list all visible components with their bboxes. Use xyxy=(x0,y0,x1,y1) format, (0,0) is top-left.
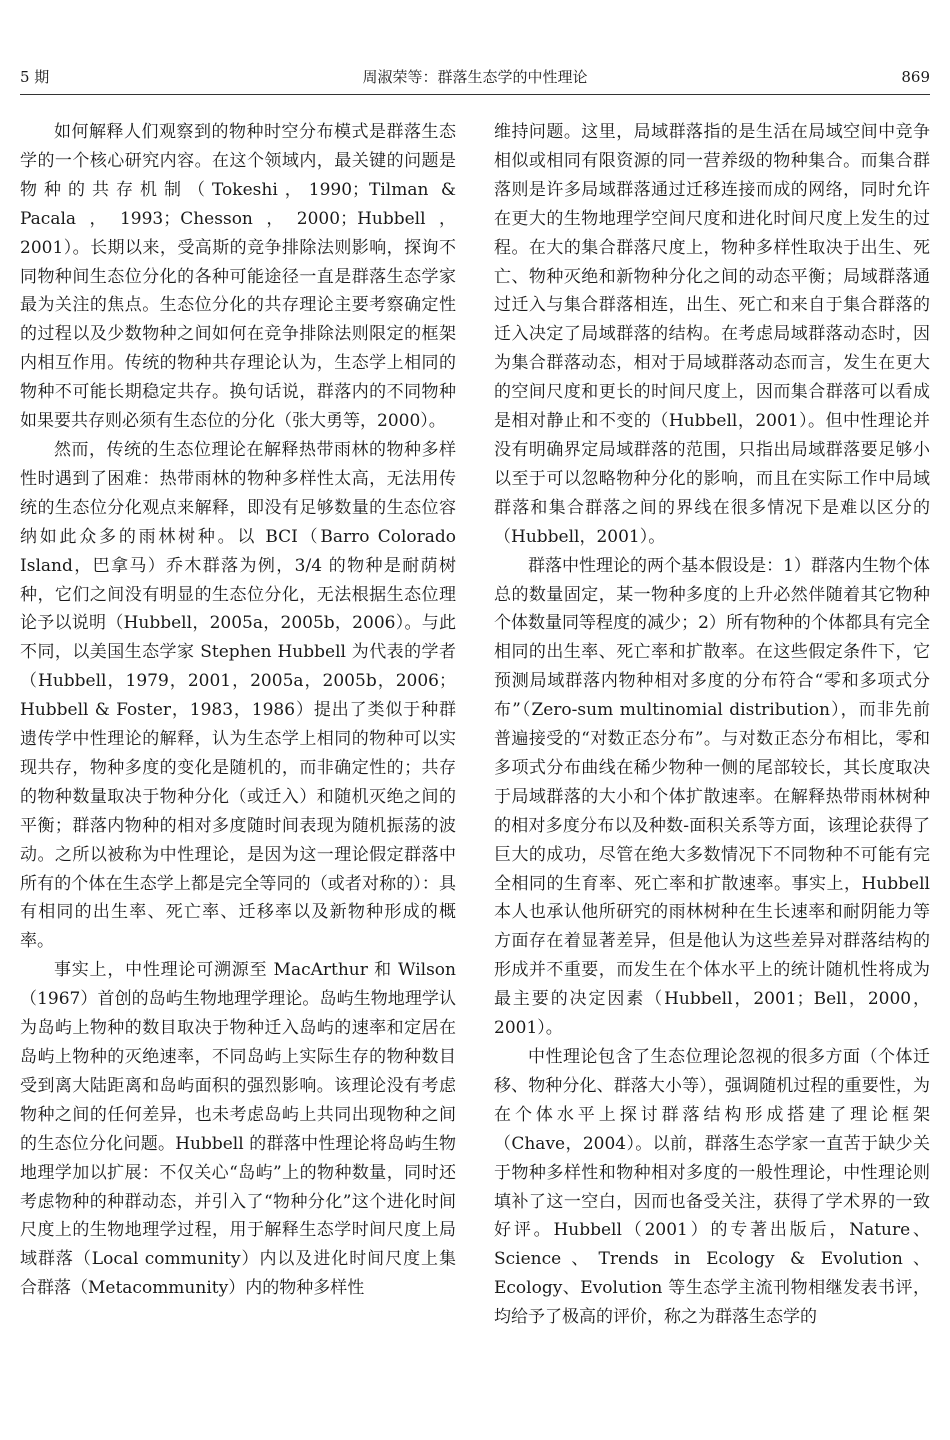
left-column xyxy=(20,118,456,1428)
paragraph-continued: 维持问题。这里，局域群落指的是生活在局域空间中竞争相似或相同有限资源的同一营养级的物种集合。而集合群落则是许多局域群落通过迁移连接而成的网络，同时允许在更大的生物地理学空间尺度和进化时间尺度上发生的过程。在大的集合群落尺度上，物种多样性取决于出生、死亡、物种灭绝和新物种分化之间的动态平衡；局域群落通过迁入与集合群落相连，出生、死亡和来自于集合群落的迁入决定了局域群落的结构。在考虑局域群落动态时，因为集合群落动态，相对于局域群落动态而言，发生在更大的空间尺度和更长的时间尺度上，因而集合群落可以看成是相对静止和不变的（Hubbell，2001）。但中性理论并没有明确界定局域群落的范围，只指出局域群落要足够小以至于可以忽略物种分化的影响，而且在实际工作中局域群落和集合群落之间的界线在很多情况下是难以区分的（Hubbell，2001）。 xyxy=(494,122,930,547)
paragraph: 如何解释人们观察到的物种时空分布模式是群落生态学的一个核心研究内容。在这个领域内，最关键的问题是物种的共存机制（Tokeshi，1990；Tilman & Pacala，1993；Chesson，2000；Hubbell，2001）。长期以来，受高斯的竞争排除法则影响，探询不同物种间生态位分化的各种可能途径一直是群落生态学家最为关注的焦点。生态位分化的共存理论主要考察确定性的过程以及少数物种之间如何在竞争排除法则限定的框架内相互作用。传统的物种共存理论认为，生态学上相同的物种不可能长期稳定共存。换句话说，群落内的不同物种如果要共存则必须有生态位的分化（张大勇等，2000）。 xyxy=(20,122,456,432)
running-title: 周淑荣等：群落生态学的中性理论 xyxy=(362,68,588,86)
header-rule xyxy=(20,94,930,95)
paragraph: 群落中性理论的两个基本假设是：1）群落内生物个体总的数量固定，某一物种多度的上升必然伴随着其它物种个体数量同等程度的减少；2）所有物种的个体都具有完全相同的出生率、死亡率和扩散率。在这些假定条件下，它预测局域群落内物种相对多度的分布符合“零和多项式分布”（Zero-sum multinomial distribution），而非先前普遍接受的“对数正态分布”。与对数正态分布相比，零和多项式分布曲线在稀少物种一侧的尾部较长，其长度取决于局域群落的大小和个体扩散速率。在解释热带雨林树种的相对多度分布以及种数-面积关系等方面，该理论获得了巨大的成功，尽管在绝大多数情况下不同物种不可能有完全相同的生育率、死亡率和扩散速率。事实上，Hubbell 本人也承认他所研究的雨林树种在生长速率和耐阴能力等方面存在着显著差异，但是他认为这些差异对群落结构的形成并不重要，而发生在个体水平上的统计随机性将成为最主要的决定因素（Hubbell，2001；Bell，2000，2001）。 xyxy=(494,555,930,1039)
page-number: 869 xyxy=(901,68,930,86)
paragraph: 事实上，中性理论可溯源至 MacArthur 和 Wilson（1967）首创的岛屿生物地理学理论。岛屿生物地理学认为岛屿上物种的数目取决于物种迁入岛屿的速率和定居在岛屿上物种的灭绝速率，不同岛屿上实际生存的物种数目受到离大陆距离和岛屿面积的强烈影响。该理论没有考虑物种之间的任何差异，也未考虑岛屿上共同出现物种之间的生态位分化问题。Hubbell 的群落中性理论将岛屿生物地理学加以扩展：不仅关心“岛屿”上的物种数量，同时还考虑物种的种群动态，并引入了“物种分化”这个进化时间尺度上的生物地理学过程，用于解释生态学时间尺度上局域群落（Local community）内以及进化时间尺度上集合群落（Metacommunity）内的物种多样性 xyxy=(20,960,456,1299)
running-header xyxy=(20,66,930,88)
paragraph: 然而，传统的生态位理论在解释热带雨林的物种多样性时遇到了困难：热带雨林的物种多样性太高，无法用传统的生态位分化观点来解释，即没有足够数量的生态位容纳如此众多的雨林树种。以 BCI（Barro Colorado Island，巴拿马）乔木群落为例，3/4 的物种是耐荫树种，它们之间没有明显的生态位分化，无法根据生态位理论予以说明（Hubbell，2005a，2005b，2006）。与此不同，以美国生态学家 Stephen Hubbell 为代表的学者（Hubbell，1979，2001，2005a，2005b，2006；Hubbell & Foster，1983，1986）提出了类似于种群遗传学中性理论的解释，认为生态学上相同的物种可以实现共存，物种多度的变化是随机的，而非确定性的；共存的物种数量取决于物种分化（或迁入）和随机灭绝之间的平衡；群落内物种的相对多度随时间表现为随机振荡的波动。之所以被称为中性理论，是因为这一理论假定群落中所有的个体在生态学上都是完全等同的（或者对称的）：具有相同的出生率、死亡率、迁移率以及新物种形成的概率。 xyxy=(20,439,456,952)
issue-number: 5 期 xyxy=(20,68,50,86)
right-column xyxy=(494,118,930,1428)
paragraph: 中性理论包含了生态位理论忽视的很多方面（个体迁移、物种分化、群落大小等），强调随机过程的重要性，为在个体水平上探讨群落结构形成搭建了理论框架（Chave，2004）。以前，群落生态学家一直苦于缺少关于物种多样性和物种相对多度的一般性理论，中性理论则填补了这一空白，因而也备受关注，获得了学术界的一致好评。Hubbell（2001）的专著出版后，Nature、Science、Trends in Ecology & Evolution、Ecology、Evolution 等生态学主流刊物相继发表书评，均给予了极高的评价，称之为群落生态学的 xyxy=(494,1047,930,1328)
